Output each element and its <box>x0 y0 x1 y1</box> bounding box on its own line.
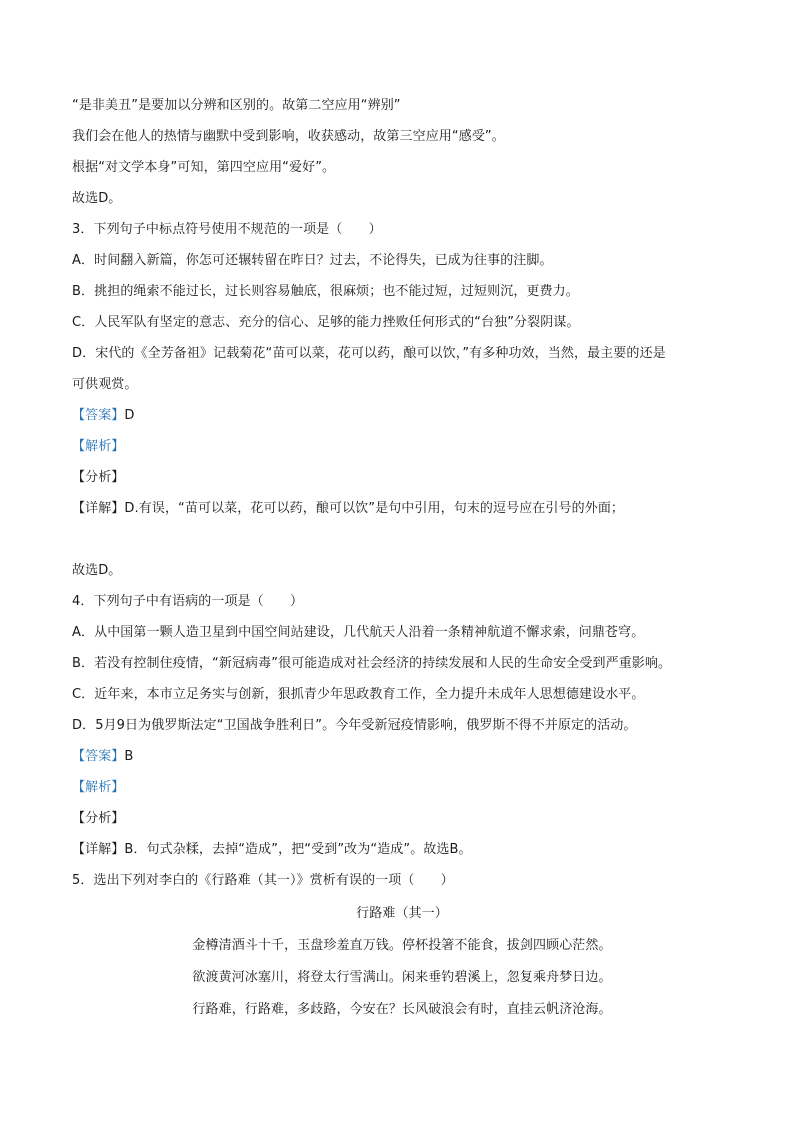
answer-line <box>72 406 135 426</box>
fenxi-tag: 【分析】 <box>72 470 125 485</box>
detail-line: 【详解】B．句式杂糅，去掉“造成”，把“受到”改为“造成”。故选B。 <box>72 842 472 857</box>
option-b: B．挑担的绳索不能过长，过长则容易触底，很麻烦；也不能过短，过短则沉，更费力。 <box>72 284 579 299</box>
answer-tag: 【答案】 <box>72 408 125 423</box>
poem-title: 行路难（其一） <box>356 906 448 921</box>
text-line: 我们会在他人的热情与幽默中受到影响，收获感动，故第三空应用“感受”。 <box>72 129 505 144</box>
text-line: 故选D。 <box>72 191 122 206</box>
option-d: D．宋代的《全芳备祖》记载菊花“苗可以菜，花可以药，酿可以饮，”有多种功效，当然，最主要的还是 <box>72 346 666 361</box>
analysis-tag: 【解析】 <box>72 439 125 454</box>
answer-value: D <box>124 408 135 423</box>
answer-tag: 【答案】 <box>72 749 125 764</box>
text-line: “是非美丑”是要加以分辨和区别的。故第二空应用“辨别” <box>72 98 401 113</box>
poem-line: 欲渡黄河冰塞川，将登太行雪满山。闲来垂钓碧溪上，忽复乘舟梦日边。 <box>192 970 612 985</box>
poem-line: 金樽清酒斗十千，玉盘珍羞直万钱。停杯投箸不能食，拔剑四顾心茫然。 <box>192 938 612 953</box>
question-4-stem: 4．下列句子中有语病的一项是（ ） <box>72 594 304 609</box>
detail-line: 【详解】D.有误，“苗可以菜，花可以药，酿可以饮”是句中引用，句末的逗号应在引号的外面； <box>72 501 625 516</box>
option-a: A．从中国第一颗人造卫星到中国空间站建设，几代航天人沿着一条精神航道不懈求索，问鼎苍穹。 <box>72 625 645 640</box>
fenxi-tag: 【分析】 <box>72 811 125 826</box>
poem-line: 行路难，行路难，多歧路，今安在？长风破浪会有时，直挂云帆济沧海。 <box>192 1002 612 1017</box>
question-5-stem: 5．选出下列对李白的《行路难（其一）》赏析有误的一项（ ） <box>72 873 454 888</box>
question-3-stem: 3．下列句子中标点符号使用不规范的一项是（ ） <box>72 222 382 237</box>
text-line: 故选D。 <box>72 563 122 578</box>
option-c: C．近年来，本市立足务实与创新，狠抓青少年思政教育工作，全力提升未成年人思想德建设水平。 <box>72 687 645 702</box>
option-a: A．时间翻入新篇，你怎可还辗转留在昨日？过去，不论得失，已成为往事的注脚。 <box>72 253 553 268</box>
answer-line <box>72 747 133 767</box>
option-d-cont: 可供观赏。 <box>72 377 138 392</box>
option-c: C．人民军队有坚定的意志、充分的信心、足够的能力挫败任何形式的“台独”分裂阴谋。 <box>72 315 580 330</box>
analysis-tag: 【解析】 <box>72 780 125 795</box>
answer-value: B <box>124 749 134 764</box>
option-b: B．若没有控制住疫情，“新冠病毒”很可能造成对社会经济的持续发展和人民的生命安全受到严重影响。 <box>72 656 672 671</box>
option-d: D．5月9日为俄罗斯法定“卫国战争胜利日”。今年受新冠疫情影响，俄罗斯不得不并原定的活动。 <box>72 718 637 733</box>
text-line: 根据“对文学本身”可知，第四空应用“爱好”。 <box>72 160 336 175</box>
